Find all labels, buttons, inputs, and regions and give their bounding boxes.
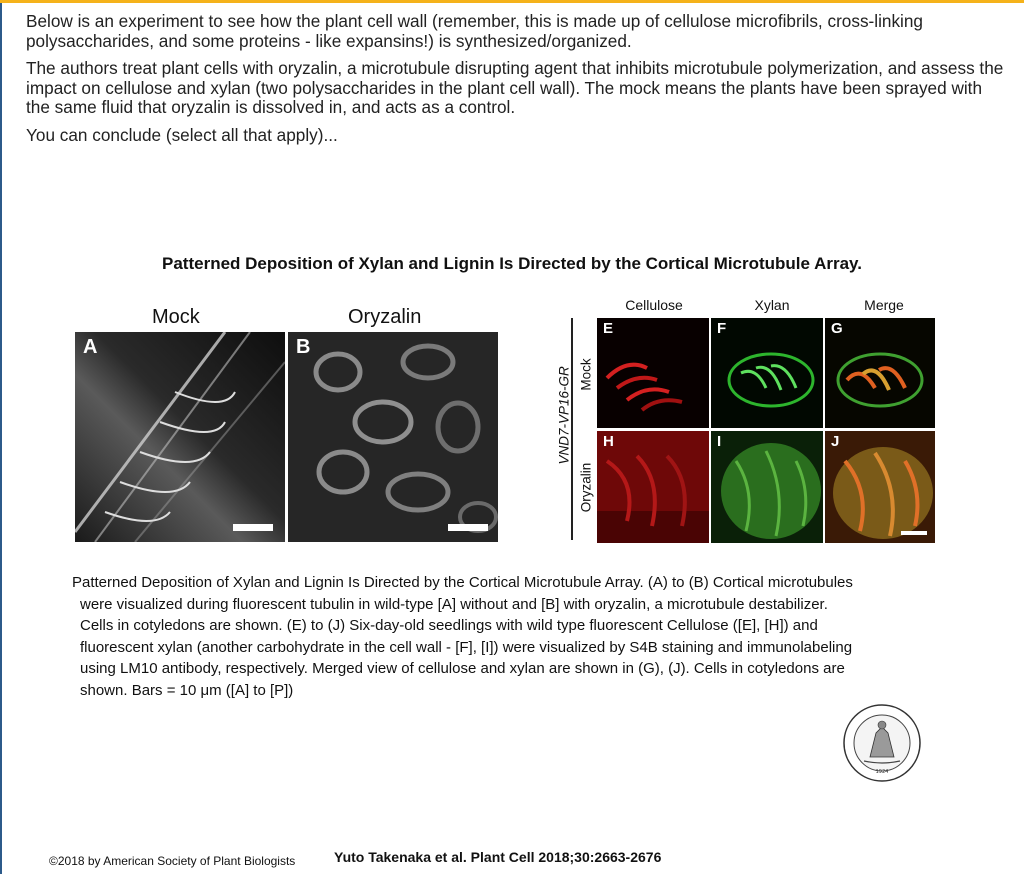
panel-letter-f: F (717, 320, 727, 337)
row-header-mock: Mock (578, 358, 594, 391)
scale-bar-a (233, 524, 273, 531)
caption-line-5: using LM10 antibody, respectively. Merged view of cellulose and xylan are shown in (G), (J). Cells in cotyledons are (80, 660, 845, 677)
micrograph-b (288, 332, 498, 542)
question-text (26, 12, 1006, 153)
figure-title: Patterned Deposition of Xylan and Lignin Is Directed by the Cortical Microtubule Array. (162, 254, 862, 273)
column-header-merge: Merge (864, 297, 904, 313)
figure-caption (72, 572, 972, 701)
micrograph-f-image (711, 318, 823, 428)
top-accent-bar (0, 0, 1024, 3)
copyright-text: ©2018 by American Society of Plant Biologists (49, 854, 296, 868)
micrograph-e-image (597, 318, 709, 428)
oryzalin-label: Oryzalin (348, 306, 422, 328)
caption-line-3: Cells in cotyledons are shown. (E) to (J) Six-day-old seedlings with wild type fluorescent Cellulose ([E], [H]) and (80, 617, 818, 634)
left-border (0, 3, 2, 874)
panel-letter-j: J (831, 433, 840, 450)
scale-bar-j (901, 531, 927, 535)
panel-letter-g: G (831, 320, 843, 337)
micrograph-a-image (75, 332, 285, 542)
row-header-oryzalin: Oryzalin (578, 462, 594, 513)
question-paragraph-1: Below is an experiment to see how the plant cell wall (remember, this is made up of cellulose microfibrils, cross-linking polysaccharides, and some proteins - like expansins!) is synthesized/organized. (26, 11, 923, 51)
caption-line-4: fluorescent xylan (another carbohydrate in the cell wall - [F], [I]) were visualized by S4B staining and immunolabeling (80, 638, 853, 656)
mock-label: Mock (152, 306, 200, 328)
micrograph-i (711, 431, 823, 543)
micrograph-a (75, 332, 285, 542)
micrograph-j-image (825, 431, 935, 543)
micrograph-h (597, 431, 709, 543)
society-seal-logo (842, 703, 922, 783)
micrograph-f (711, 318, 823, 428)
panel-letter-e: E (603, 320, 614, 337)
column-header-xylan: Xylan (754, 297, 790, 313)
panel-letter-a: A (83, 336, 98, 358)
question-prompt: You can conclude (select all that apply)... (26, 124, 338, 145)
panel-letter-b: B (296, 336, 311, 358)
micrograph-g (825, 318, 935, 428)
caption-line-6: shown. Bars = 10 μm ([A] to [P]) (80, 681, 294, 699)
micrograph-i-image (711, 431, 823, 543)
question-paragraph-2: The authors treat plant cells with oryzalin, a microtubule disrupting agent that inhibits microtubule polymerization, and assess the impact on cellulose and xylan (two polysaccharides in the plant cell wall). The mock means the plants have been sprayed with the same fluid that oryzalin is dissolved in, and acts as a control. (26, 58, 1004, 117)
seal-icon (842, 703, 922, 783)
micrograph-e (597, 318, 709, 428)
citation-text: Yuto Takenaka et al. Plant Cell 2018;30:2663-2676 (334, 849, 662, 865)
column-header-cellulose: Cellulose (625, 297, 683, 313)
svg-text:1924: 1924 (875, 769, 889, 775)
micrograph-b-image (288, 332, 498, 542)
panel-letter-i: I (717, 433, 722, 450)
micrograph-j (825, 431, 935, 543)
caption-line-2: were visualized during fluorescent tubulin in wild-type [A] without and [B] with oryzalin, a microtubule destabilizer. (80, 595, 828, 613)
genotype-label: VND7-VP16-GR (556, 366, 572, 465)
scale-bar-b (448, 524, 488, 531)
caption-line-1: Patterned Deposition of Xylan and Lignin Is Directed by the Cortical Microtubule Array. (A) to (B) Cortical microtubules (72, 574, 853, 591)
panel-letter-h: H (603, 433, 614, 450)
